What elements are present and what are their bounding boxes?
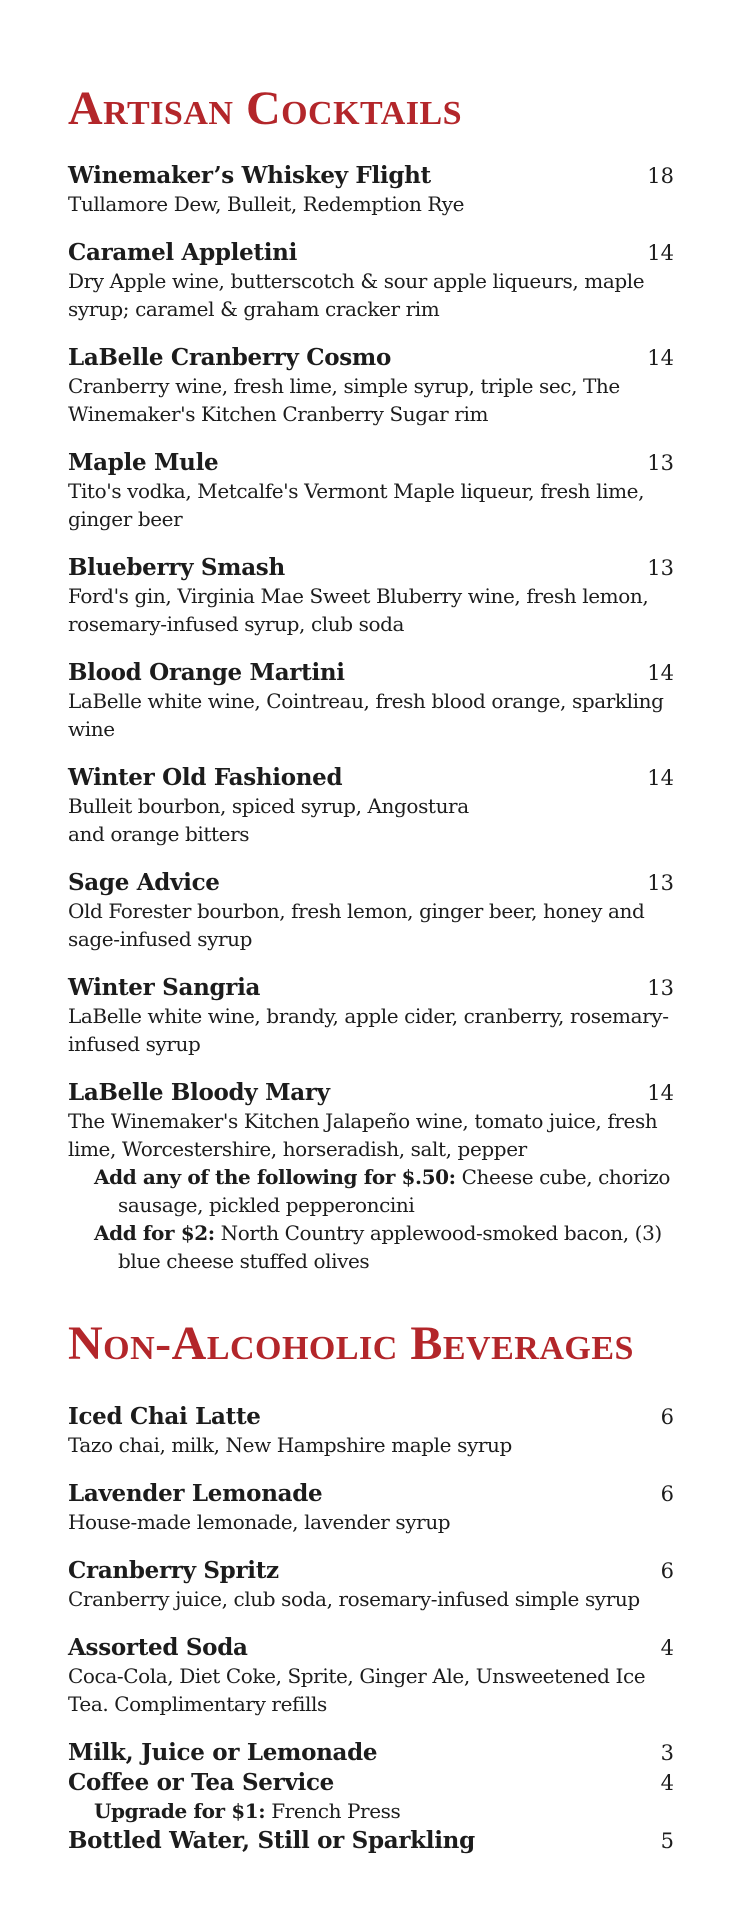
- item-name: Winter Old Fashioned: [68, 764, 343, 791]
- item-name: Iced Chai Latte: [68, 1403, 261, 1430]
- item-description: The Winemaker's Kitchen Jalapeño wine, tomato juice, fresh lime, Worcestershire, horseradish, salt, pepper: [68, 1109, 658, 1161]
- item-price: 14: [647, 1081, 674, 1105]
- menu-item: [68, 239, 674, 323]
- item-price: 5: [660, 1829, 674, 1853]
- menu-item: [68, 1769, 674, 1825]
- item-name: LaBelle Cranberry Cosmo: [68, 344, 392, 371]
- menu-item: [68, 869, 674, 953]
- item-name: Lavender Lemonade: [68, 1480, 323, 1507]
- item-name: Bottled Water, Still or Sparkling: [68, 1827, 475, 1854]
- cocktails-list: [68, 162, 674, 1275]
- section-title-non-alcoholic-beverages: Non-Alcoholic Beverages: [68, 1317, 634, 1370]
- item-description-line-2: and orange bitters: [68, 822, 250, 846]
- menu-item: [68, 1403, 674, 1459]
- item-description: Cranberry juice, club soda, rosemary-infused simple syrup: [68, 1587, 640, 1611]
- menu-item: [68, 974, 674, 1058]
- item-price: 13: [647, 451, 674, 475]
- item-description: Ford's gin, Virginia Mae Sweet Bluberry wine, fresh lemon, rosemary-infused syrup, club soda: [68, 584, 649, 636]
- addon-text: North Country applewood-smoked bacon, (3) blue cheese stuffed olives: [118, 1221, 662, 1273]
- item-price: 14: [647, 766, 674, 790]
- item-price: 13: [647, 976, 674, 1000]
- menu-item: [68, 162, 674, 218]
- item-name: Winemaker’s Whiskey Flight: [68, 162, 431, 189]
- item-price: 6: [660, 1559, 674, 1583]
- menu-item: [68, 1079, 674, 1275]
- item-price: 13: [647, 871, 674, 895]
- item-name: Caramel Appletini: [68, 239, 298, 266]
- upgrade-label: Upgrade for $1:: [94, 1799, 266, 1823]
- item-price: 14: [647, 661, 674, 685]
- item-description: LaBelle white wine, brandy, apple cider, cranberry, rosemary-infused syrup: [68, 1004, 669, 1056]
- item-description: Cranberry wine, fresh lime, simple syrup, triple sec, The Winemaker's Kitchen Cranberry Sugar rim: [68, 374, 620, 426]
- item-description: LaBelle white wine, Cointreau, fresh blood orange, sparkling wine: [68, 689, 664, 741]
- item-price: 14: [647, 346, 674, 370]
- item-price: 18: [647, 164, 674, 188]
- item-name: Milk, Juice or Lemonade: [68, 1739, 378, 1766]
- item-description: Dry Apple wine, butterscotch & sour apple liqueurs, maple syrup; caramel & graham cracker rim: [68, 269, 645, 321]
- item-description: House-made lemonade, lavender syrup: [68, 1510, 451, 1534]
- item-name: Sage Advice: [68, 869, 220, 896]
- menu-item: [68, 1634, 674, 1718]
- item-price: 4: [660, 1636, 674, 1660]
- item-description: Tullamore Dew, Bulleit, Redemption Rye: [68, 192, 465, 216]
- menu-item: [68, 344, 674, 428]
- addon-option: [68, 1163, 674, 1219]
- item-description: Old Forester bourbon, fresh lemon, ginger beer, honey and sage-infused syrup: [68, 899, 645, 951]
- item-price: 6: [660, 1482, 674, 1506]
- menu-item: [68, 659, 674, 743]
- item-description: Coca-Cola, Diet Coke, Sprite, Ginger Ale, Unsweetened Ice Tea. Complimentary refills: [68, 1664, 646, 1716]
- item-name: Winter Sangria: [68, 974, 261, 1001]
- menu-item: [68, 1557, 674, 1613]
- menu-item: [68, 554, 674, 638]
- menu-item: [68, 1827, 674, 1855]
- menu-item: [68, 449, 674, 533]
- addon-text: Cheese cube, chorizo sausage, pickled pepperoncini: [118, 1165, 670, 1217]
- item-name: Coffee or Tea Service: [68, 1769, 334, 1796]
- menu-item: [68, 764, 674, 848]
- addon-label: Add any of the following for $.50:: [94, 1165, 456, 1189]
- section-title-artisan-cocktails: Artisan Cocktails: [68, 82, 463, 135]
- beverages-list: [68, 1403, 674, 1855]
- item-price: 6: [660, 1405, 674, 1429]
- item-name: Blood Orange Martini: [68, 659, 345, 686]
- item-description: Tazo chai, milk, New Hampshire maple syrup: [68, 1433, 512, 1457]
- upgrade-text: French Press: [265, 1799, 401, 1823]
- item-name: LaBelle Bloody Mary: [68, 1079, 330, 1106]
- item-description: Tito's vodka, Metcalfe's Vermont Maple liqueur, fresh lime, ginger beer: [68, 479, 645, 531]
- item-price: 4: [660, 1771, 674, 1795]
- upgrade-option: [68, 1797, 674, 1825]
- item-price: 13: [647, 556, 674, 580]
- item-name: Maple Mule: [68, 449, 219, 476]
- item-description-line-1: Bulleit bourbon, spiced syrup, Angostura: [68, 794, 469, 818]
- menu-item: [68, 1480, 674, 1536]
- item-name: Blueberry Smash: [68, 554, 285, 581]
- item-name: Assorted Soda: [68, 1634, 248, 1661]
- menu-item: [68, 1739, 674, 1767]
- item-price: 14: [647, 241, 674, 265]
- addon-label: Add for $2:: [94, 1221, 215, 1245]
- addon-option: [68, 1219, 674, 1275]
- item-name: Cranberry Spritz: [68, 1557, 279, 1584]
- item-price: 3: [660, 1741, 674, 1765]
